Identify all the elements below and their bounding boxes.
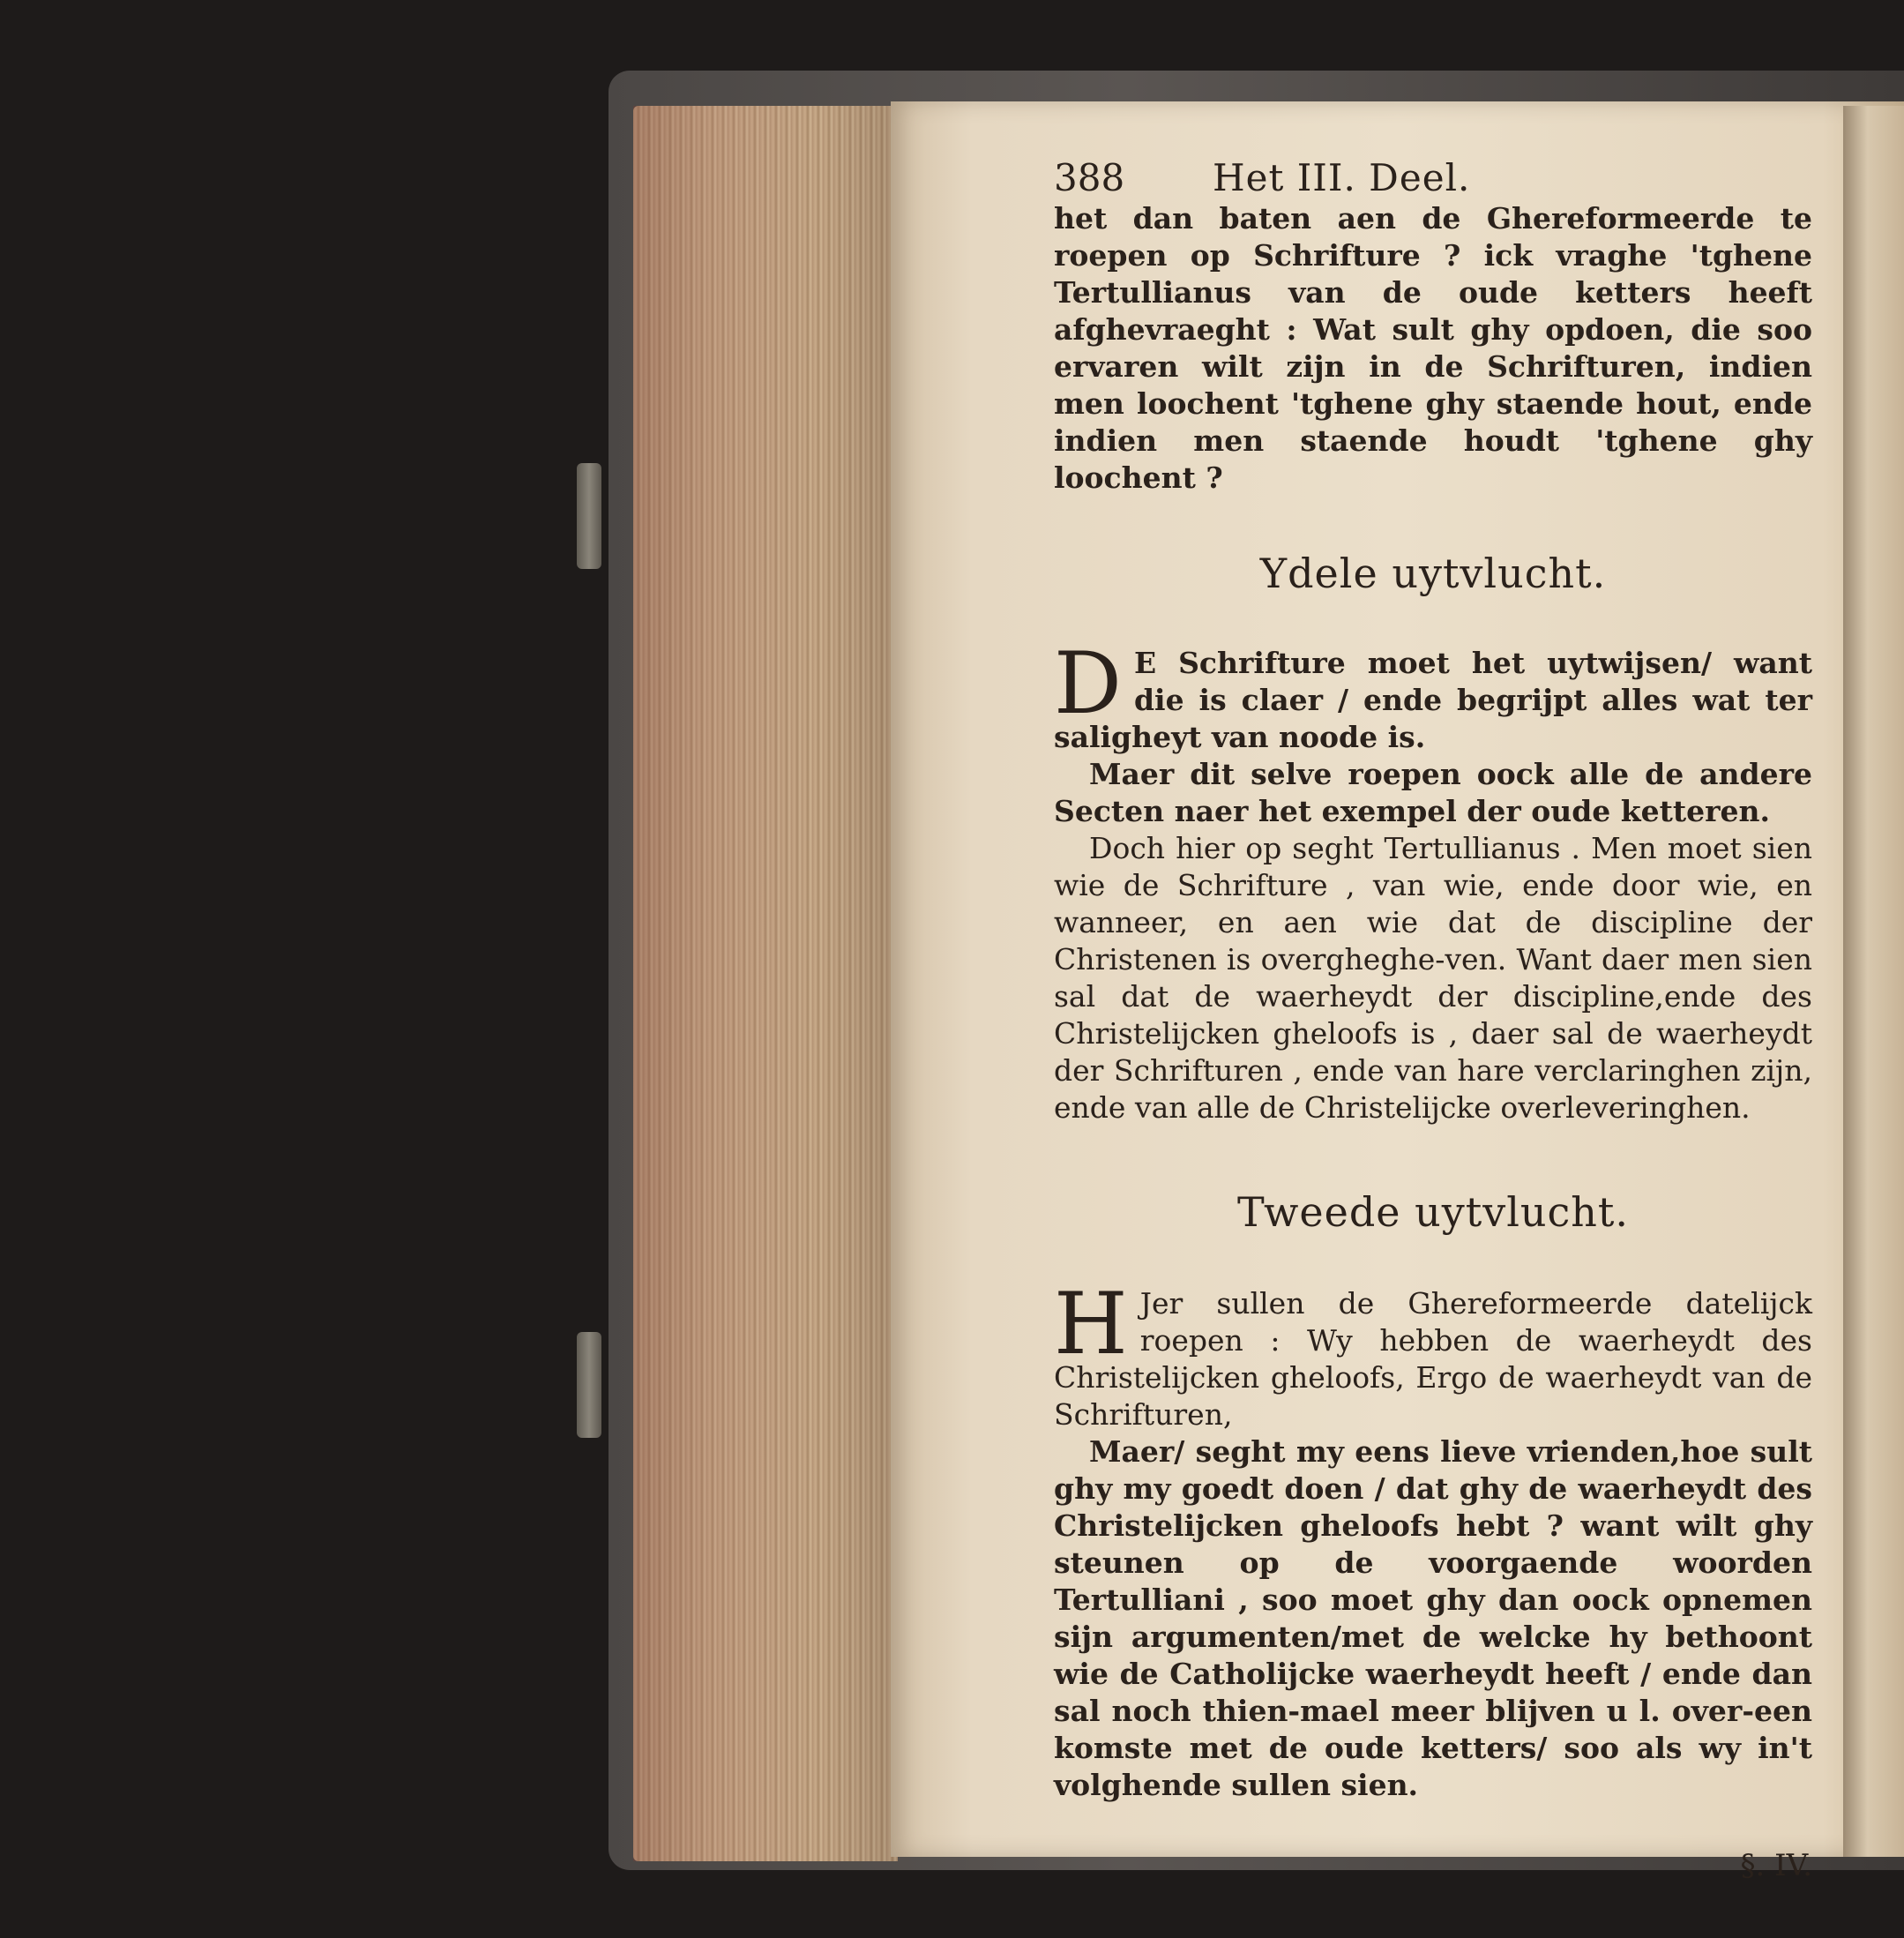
drop-cap-d: D bbox=[1054, 634, 1122, 733]
clasp-top bbox=[577, 463, 601, 569]
section-two bbox=[1054, 1275, 1812, 1804]
section-one-paragraph-3: Doch hier op seght Tertullianus . Men moet sien wie de Schrifture , van wie, ende door wie, en wanneer, en aen wie dat de discipline der Christenen is overgheghe-ven. Want daer men sien sal dat de waerheydt der discipline,ende des Christelijcken gheloofs is , daer sal de waerheydt der Schrifturen , ende van hare verclaringhen zijn, ende van alle de Christelijcke overleveringhen. bbox=[1054, 831, 1812, 1125]
section-two-paragraph-2: Maer/ seght my eens lieve vrienden,hoe sult ghy my goedt doen / dat ghy de waerheydt des Christelijcken gheloofs hebt ? want wilt ghy steunen op de voorgaende woorden Tertulliani , soo moet ghy dan oock opnemen sijn argumenten/met de welcke hy bethoont wie de Catholijcke waerheydt heeft / ende dan sal noch thien-mael meer blijven u l. over-een komste met de oude ketters/ soo als wy in't volghende sullen sien. bbox=[1054, 1434, 1812, 1802]
intro-paragraph: het dan baten aen de Ghereformeerde te roepen op Schrifture ? ick vraghe 'tghene Tertullianus van de oude ketters heeft afghevraeght : Wat sult ghy opdoen, die soo ervaren wilt zijn in de Schrifturen, indien men loochent 'tghene ghy staende hout, ende indien men staende houdt 'tghene ghy loochent ? bbox=[1054, 201, 1812, 495]
section-one-paragraph-2: Maer dit selve roepen oock alle de andere Secten naer het exempel der oude ketteren. bbox=[1054, 757, 1812, 828]
section-two-paragraph-1: Jer sullen de Ghereformeerde datelijck roepen : Wy hebben de waerheydt des Christelijcken gheloofs, Ergo de waerheydt van de Schrifturen, bbox=[1054, 1286, 1812, 1432]
clasp-bottom bbox=[577, 1332, 601, 1438]
section-one bbox=[1054, 634, 1812, 1126]
running-title: Het III. Deel. bbox=[1213, 155, 1471, 199]
heading-tweede-uytvlucht: Tweede uytvlucht. bbox=[1236, 1188, 1630, 1236]
facing-page-edge bbox=[1843, 106, 1904, 1857]
section-one-paragraph-1: E Schrifture moet het uytwijsen/ want die is claer / ende begrijpt alles wat ter saligheyt van noode is. bbox=[1054, 646, 1812, 754]
drop-cap-h: H bbox=[1054, 1275, 1128, 1373]
heading-ydele-uytvlucht: Ydele uytvlucht. bbox=[1259, 550, 1607, 597]
page-number: 388 bbox=[1054, 155, 1125, 199]
page-edges bbox=[633, 106, 898, 1861]
page-content bbox=[1054, 154, 1812, 1883]
running-head bbox=[1054, 154, 1812, 200]
catchword: §. IV. bbox=[1740, 1848, 1812, 1883]
